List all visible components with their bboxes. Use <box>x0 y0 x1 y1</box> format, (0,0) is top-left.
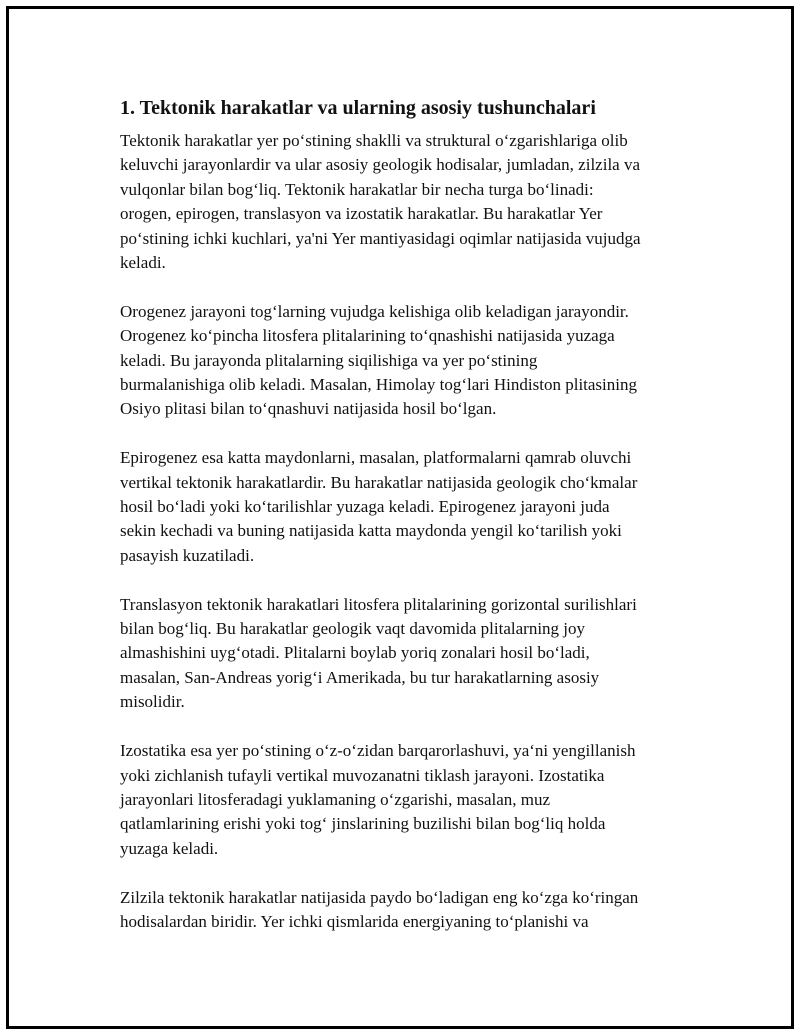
text-line: Translasyon tektonik harakatlari litosfera plitalarining gorizontal surilishlari <box>120 594 637 614</box>
text-line: keluvchi jarayonlardir va ular asosiy geologik hodisalar, jumladan, zilzila va <box>120 155 641 175</box>
document-body <box>120 95 710 959</box>
text-line: almashishini uygʻotadi. Plitalarni boylab yoriq zonalari hosil boʻladi, <box>120 643 590 663</box>
paragraph-epirogenez <box>120 446 710 568</box>
text-line: Zilzila tektonik harakatlar natijasida paydo boʻladigan eng koʻzga koʻringan <box>120 887 639 907</box>
paragraph-orogenez <box>120 300 710 422</box>
text-line: Tektonik harakatlar yer poʻstining shaklli va struktural oʻzgarishlariga olib <box>120 131 628 150</box>
text-line: vulqonlar bilan bogʻliq. Tektonik harakatlar bir necha turga boʻlinadi: <box>120 179 594 199</box>
section-title: 1. Tektonik harakatlar va ularning asosiy tushunchalari <box>120 97 596 119</box>
text-line: keladi. <box>120 253 166 273</box>
text-line: Osiyo plitasi bilan toʻqnashuvi natijasida hosil boʻlgan. <box>120 399 497 419</box>
text-line: jarayonlari litosferadagi yuklamaning oʻzgarishi, masalan, muz <box>120 789 551 809</box>
text-line: qatlamlarining erishi yoki togʻ jinslarining buzilishi bilan bogʻliq holda <box>120 814 606 834</box>
text-line: hodisalardan biridir. Yer ichki qismlarida energiyaning toʻplanishi va <box>120 911 589 931</box>
text-line: poʻstining ichki kuchlari, ya'ni Yer mantiyasidagi oqimlar natijasida vujudga <box>120 228 641 248</box>
paragraph-zilzila <box>120 886 710 935</box>
text-line: misolidir. <box>120 692 185 712</box>
text-line: hosil boʻladi yoki koʻtarilishlar yuzaga keladi. Epirogenez jarayoni juda <box>120 497 610 517</box>
text-line: vertikal tektonik harakatlardir. Bu harakatlar natijasida geologik choʻkmalar <box>120 472 638 492</box>
text-line: yoki zichlanish tufayli vertikal muvozanatni tiklash jarayoni. Izostatika <box>120 765 605 785</box>
text-line: Orogenez koʻpincha litosfera plitalarining toʻqnashishi natijasida yuzaga <box>120 326 615 346</box>
text-line: yuzaga keladi. <box>120 838 219 858</box>
text-line: burmalanishiga olib keladi. Masalan, Himolay togʻlari Hindiston plitasining <box>120 375 637 395</box>
text-line: Orogenez jarayoni togʻlarning vujudga kelishiga olib keladigan jarayondir. <box>120 301 629 321</box>
text-line: Epirogenez esa katta maydonlarni, masalan, platformalarni qamrab oluvchi <box>120 448 632 468</box>
paragraph-izostatika <box>120 739 710 861</box>
text-line: bilan bogʻliq. Bu harakatlar geologik vaqt davomida plitalarning joy <box>120 619 586 639</box>
text-line: orogen, epirogen, translasyon va izostatik harakatlar. Bu harakatlar Yer <box>120 204 603 224</box>
page-frame <box>6 6 794 1029</box>
text-line: keladi. Bu jarayonda plitalarning siqilishiga va yer poʻstining <box>120 350 538 370</box>
text-line: pasayish kuzatiladi. <box>120 545 255 565</box>
text-line: masalan, San-Andreas yorigʻi Amerikada, bu tur harakatlarning asosiy <box>120 667 600 687</box>
text-line: sekin kechadi va buning natijasida katta maydonda yengil koʻtarilish yoki <box>120 521 622 541</box>
paragraph-tektonik <box>120 129 710 275</box>
paragraph-translasyon <box>120 593 710 715</box>
text-line: Izostatika esa yer poʻstining oʻz-oʻzidan barqarorlashuvi, yaʻni yengillanish <box>120 741 636 761</box>
